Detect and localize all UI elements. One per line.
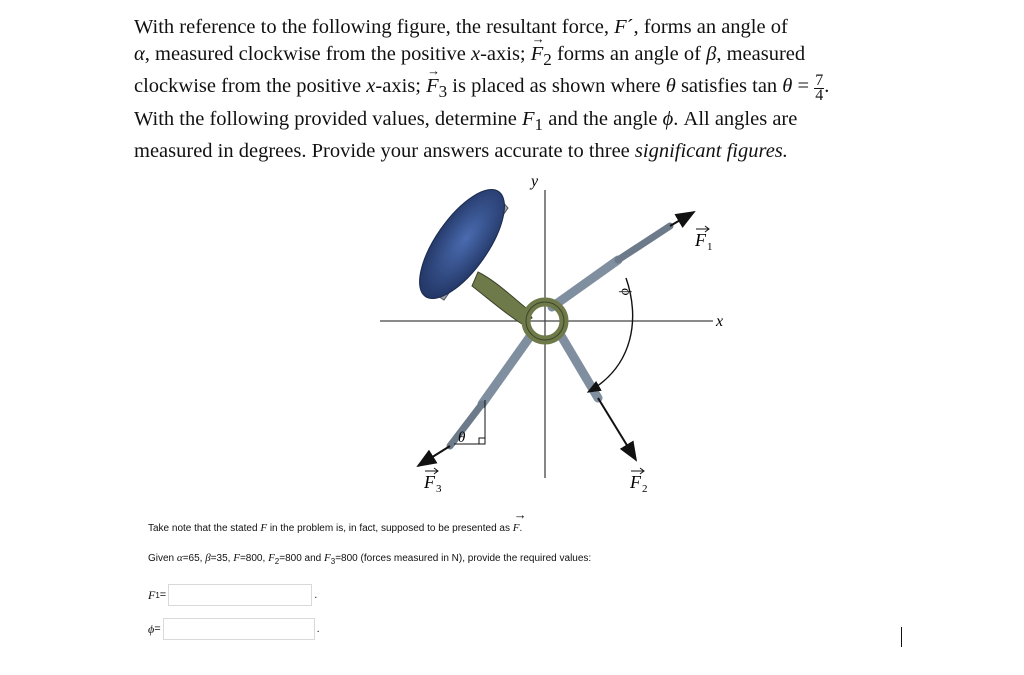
given-values-text: Given α=65, β=35, F=800, $F_2=800$ and $F_3=800$ (forces measured in N), provide the required values: xyxy=(148,552,592,566)
f1-answer-row: F 1 = . xyxy=(148,584,317,606)
force-diagram xyxy=(378,168,738,500)
text-cursor xyxy=(901,627,902,647)
f2-label xyxy=(629,468,648,495)
svg-text:1: 1 xyxy=(707,241,713,253)
svg-text:F: F xyxy=(630,472,641,492)
symbol-f-resultant: F xyxy=(614,16,627,38)
svg-text:F: F xyxy=(695,230,706,250)
problem-statement xyxy=(134,14,886,165)
y-axis-label: y xyxy=(531,173,539,190)
f3-arrow xyxy=(418,446,450,466)
f3-label xyxy=(423,468,442,495)
problem-line-5: measured in degrees. Provide your answers accurate to three significant figures. xyxy=(134,140,788,163)
symbol-f3-vector: → F xyxy=(426,73,439,100)
f1-label xyxy=(694,226,713,253)
take-note-text: Take note that the stated F in the problem is, in fact, supposed to be presented as → F. xyxy=(148,522,522,534)
problem-line-4: With the following provided values, determine $F_1$ and the angle ϕ. All angles are xyxy=(134,107,798,134)
f1-answer-input[interactable] xyxy=(168,584,312,606)
f2-arrow xyxy=(598,398,636,460)
f1-arrow xyxy=(670,212,694,226)
phi-label: ϕ xyxy=(617,286,634,297)
problem-line-2: α, measured clockwise from the positive x-axis; → $F_2$ forms an angle of β, measured xyxy=(134,41,886,74)
problem-line-1: With reference to the following figure, the resultant force, F´, forms an angle of xyxy=(134,16,788,38)
symbol-f2-vector: → F xyxy=(531,41,544,68)
x-axis-label: x xyxy=(716,313,724,330)
theta-label: θ xyxy=(458,430,466,446)
phi-answer-input[interactable] xyxy=(163,618,315,640)
svg-text:3: 3 xyxy=(436,483,442,495)
tan-fraction: $\frac{7}{4}$ xyxy=(815,72,824,105)
phi-answer-row: ϕ = . xyxy=(148,618,320,640)
svg-text:2: 2 xyxy=(642,483,648,495)
svg-text:F: F xyxy=(424,472,435,492)
right-angle-mark xyxy=(479,438,485,444)
problem-line-3: clockwise from the positive x-axis; → $F_3$ is placed as shown where θ satisfies tan θ = $\frac{7}{4}$ . xyxy=(134,73,886,106)
